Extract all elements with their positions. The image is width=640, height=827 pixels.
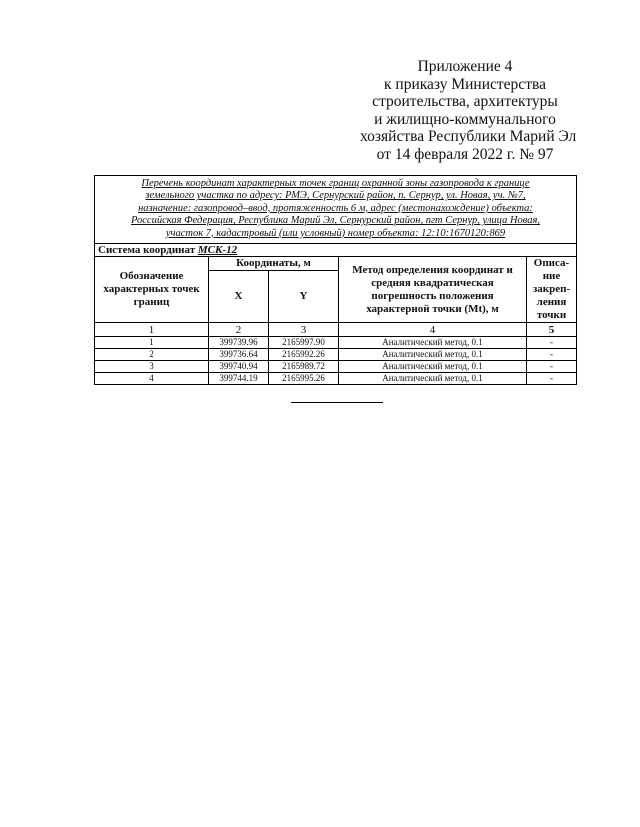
method-cell: Аналитический метод, 0.1 [339,373,527,385]
x-coordinate: 399740.94 [209,361,269,373]
col-header-x: X [209,271,269,323]
col-header-point: Обозначение характерных точек границ [95,257,209,323]
x-coordinate: 399744.19 [209,373,269,385]
description-header-line: ние [542,270,561,283]
header-line: к приказу Министерства [384,75,546,93]
col-header-coordinates: Координаты, м [209,257,339,271]
description-header-line: закреп- [532,283,571,296]
col-header-description [527,257,577,323]
description-header-line: точки [536,309,567,322]
y-coordinate: 2165997.90 [269,337,339,349]
title-line: Российская Федерация, Республика Марий Эл, Сернурский район, пгт Сернур, улица Новая, [130,215,541,227]
y-coordinate: 2165995.26 [269,373,339,385]
col-header-y: Y [269,271,339,323]
point-number: 2 [95,349,209,361]
header-line: от 14 февраля 2022 г. № 97 [376,145,554,163]
y-coordinate: 2165992.26 [269,349,339,361]
description-header-line: Описа- [533,257,570,270]
coordinate-system-value: МСК-12 [197,244,238,257]
title-line: Перечень координат характерных точек границ охранной зоны газопровода к границе [141,178,530,189]
description-cell: - [527,349,577,361]
column-index: 4 [339,323,527,337]
description-cell: - [527,361,577,373]
header-line: строительства, архитектуры [372,93,558,110]
column-index: 2 [209,323,269,337]
column-index-row [95,323,577,337]
method-cell: Аналитический метод, 0.1 [339,349,527,361]
description-header-line: ления [536,296,567,309]
x-coordinate: 399736.64 [209,349,269,361]
description-cell: - [527,373,577,385]
title-line: земельного участка по адресу: РМЭ, Сернурский район, п. Сернур, ул. Новая, уч. №7, [145,190,526,202]
point-number: 1 [95,337,209,349]
table-row [95,361,577,373]
method-cell: Аналитический метод, 0.1 [339,337,527,349]
coordinates-table [94,175,577,385]
coordinate-system-label: Система координат [98,244,196,257]
table-row [95,337,577,349]
title-line: назначение: газопровод–ввод, протяженность 6 м, адрес (местонахождение) объекта: [138,202,533,214]
column-index: 5 [527,323,577,337]
header-line: Приложение 4 [417,58,513,75]
point-number: 4 [95,373,209,385]
column-index: 3 [269,323,339,337]
appendix-header [360,58,577,163]
coordinate-system-row [95,244,577,257]
description-cell: - [527,337,577,349]
header-line: и жилищно-коммунального [374,110,556,128]
closing-divider-line [291,402,383,403]
x-coordinate: 399739.96 [209,337,269,349]
title-line: участок 7, кадастровый (или условный) номер объекта: 12:10:1670120:869 [165,227,506,239]
table-title [95,176,577,244]
column-index: 1 [95,323,209,337]
table-row [95,373,577,385]
y-coordinate: 2165989.72 [269,361,339,373]
col-header-method: Метод определения координат и средняя квадратическая погрешность положения характерной точки (Mt), м [339,257,527,323]
header-line: хозяйства Республики Марий Эл [360,128,577,145]
method-cell: Аналитический метод, 0.1 [339,361,527,373]
point-number: 3 [95,361,209,373]
table-row [95,349,577,361]
